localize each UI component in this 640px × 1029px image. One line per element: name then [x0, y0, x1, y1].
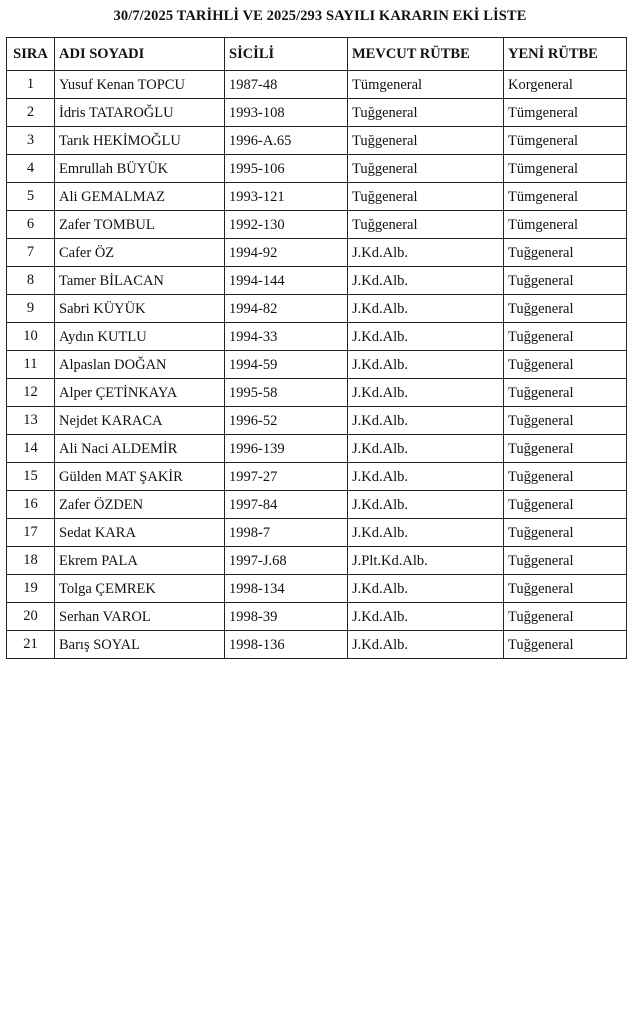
cell-sira: 15	[7, 463, 55, 491]
cell-mevcut-rutbe: J.Plt.Kd.Alb.	[348, 547, 504, 575]
cell-sicili: 1996-139	[225, 435, 348, 463]
cell-sicili: 1996-A.65	[225, 127, 348, 155]
table-row	[7, 407, 627, 435]
cell-adi-soyadi: Alper ÇETİNKAYA	[55, 379, 225, 407]
cell-sicili: 1998-39	[225, 603, 348, 631]
cell-adi-soyadi: Tolga ÇEMREK	[55, 575, 225, 603]
cell-sira: 7	[7, 239, 55, 267]
cell-sicili: 1993-108	[225, 99, 348, 127]
table-row	[7, 435, 627, 463]
cell-sira: 17	[7, 519, 55, 547]
cell-sira: 19	[7, 575, 55, 603]
cell-sira: 12	[7, 379, 55, 407]
table-row	[7, 603, 627, 631]
cell-adi-soyadi: Emrullah BÜYÜK	[55, 155, 225, 183]
document-title: 30/7/2025 TARİHLİ VE 2025/293 SAYILI KARARIN EKİ LİSTE	[113, 8, 527, 24]
header-sicili: SİCİLİ	[225, 38, 348, 71]
header-sira: SIRA	[7, 38, 55, 71]
cell-mevcut-rutbe: Tuğgeneral	[348, 127, 504, 155]
cell-yeni-rutbe: Tuğgeneral	[504, 491, 627, 519]
cell-yeni-rutbe: Korgeneral	[504, 71, 627, 99]
cell-sira: 1	[7, 71, 55, 99]
cell-sira: 3	[7, 127, 55, 155]
cell-yeni-rutbe: Tuğgeneral	[504, 407, 627, 435]
cell-yeni-rutbe: Tuğgeneral	[504, 463, 627, 491]
cell-sicili: 1994-82	[225, 295, 348, 323]
table-row	[7, 211, 627, 239]
cell-sicili: 1998-134	[225, 575, 348, 603]
cell-mevcut-rutbe: J.Kd.Alb.	[348, 379, 504, 407]
cell-sicili: 1994-33	[225, 323, 348, 351]
cell-yeni-rutbe: Tuğgeneral	[504, 295, 627, 323]
cell-mevcut-rutbe: J.Kd.Alb.	[348, 295, 504, 323]
table-row	[7, 71, 627, 99]
cell-mevcut-rutbe: Tuğgeneral	[348, 211, 504, 239]
table-body	[7, 71, 627, 659]
table-row	[7, 519, 627, 547]
cell-yeni-rutbe: Tuğgeneral	[504, 267, 627, 295]
cell-yeni-rutbe: Tümgeneral	[504, 127, 627, 155]
cell-yeni-rutbe: Tümgeneral	[504, 183, 627, 211]
cell-mevcut-rutbe: Tümgeneral	[348, 71, 504, 99]
header-mevcut-rutbe: MEVCUT RÜTBE	[348, 38, 504, 71]
cell-sicili: 1987-48	[225, 71, 348, 99]
cell-sicili: 1998-136	[225, 631, 348, 659]
cell-adi-soyadi: Ali Naci ALDEMİR	[55, 435, 225, 463]
cell-sicili: 1994-92	[225, 239, 348, 267]
cell-sicili: 1993-121	[225, 183, 348, 211]
cell-sicili: 1998-7	[225, 519, 348, 547]
table-row	[7, 239, 627, 267]
cell-mevcut-rutbe: Tuğgeneral	[348, 183, 504, 211]
cell-sicili: 1994-59	[225, 351, 348, 379]
table-row	[7, 183, 627, 211]
table-header-row	[7, 38, 627, 71]
table-row	[7, 575, 627, 603]
table-row	[7, 463, 627, 491]
cell-adi-soyadi: Alpaslan DOĞAN	[55, 351, 225, 379]
cell-adi-soyadi: Nejdet KARACA	[55, 407, 225, 435]
table-row	[7, 155, 627, 183]
cell-yeni-rutbe: Tuğgeneral	[504, 239, 627, 267]
cell-yeni-rutbe: Tuğgeneral	[504, 575, 627, 603]
cell-adi-soyadi: Tamer BİLACAN	[55, 267, 225, 295]
cell-sicili: 1997-84	[225, 491, 348, 519]
cell-mevcut-rutbe: J.Kd.Alb.	[348, 267, 504, 295]
cell-sira: 8	[7, 267, 55, 295]
cell-sira: 21	[7, 631, 55, 659]
cell-mevcut-rutbe: J.Kd.Alb.	[348, 351, 504, 379]
cell-mevcut-rutbe: J.Kd.Alb.	[348, 491, 504, 519]
table-row	[7, 547, 627, 575]
table-row	[7, 127, 627, 155]
cell-mevcut-rutbe: J.Kd.Alb.	[348, 603, 504, 631]
cell-yeni-rutbe: Tuğgeneral	[504, 379, 627, 407]
header-adi-soyadi: ADI SOYADI	[55, 38, 225, 71]
cell-sicili: 1997-J.68	[225, 547, 348, 575]
cell-sira: 10	[7, 323, 55, 351]
cell-sira: 11	[7, 351, 55, 379]
table-row	[7, 99, 627, 127]
cell-mevcut-rutbe: J.Kd.Alb.	[348, 323, 504, 351]
cell-yeni-rutbe: Tuğgeneral	[504, 519, 627, 547]
cell-adi-soyadi: Zafer TOMBUL	[55, 211, 225, 239]
cell-sira: 9	[7, 295, 55, 323]
cell-yeni-rutbe: Tümgeneral	[504, 155, 627, 183]
table-row	[7, 631, 627, 659]
cell-sicili: 1997-27	[225, 463, 348, 491]
cell-adi-soyadi: Aydın KUTLU	[55, 323, 225, 351]
cell-adi-soyadi: Cafer ÖZ	[55, 239, 225, 267]
cell-yeni-rutbe: Tuğgeneral	[504, 435, 627, 463]
cell-mevcut-rutbe: J.Kd.Alb.	[348, 407, 504, 435]
cell-sicili: 1995-106	[225, 155, 348, 183]
promotion-list-table	[6, 37, 627, 659]
cell-mevcut-rutbe: J.Kd.Alb.	[348, 239, 504, 267]
cell-sira: 4	[7, 155, 55, 183]
cell-sira: 6	[7, 211, 55, 239]
cell-sira: 14	[7, 435, 55, 463]
cell-sira: 5	[7, 183, 55, 211]
cell-adi-soyadi: Tarık HEKİMOĞLU	[55, 127, 225, 155]
cell-sira: 18	[7, 547, 55, 575]
cell-sicili: 1996-52	[225, 407, 348, 435]
cell-yeni-rutbe: Tuğgeneral	[504, 603, 627, 631]
cell-yeni-rutbe: Tuğgeneral	[504, 351, 627, 379]
cell-sira: 16	[7, 491, 55, 519]
cell-yeni-rutbe: Tuğgeneral	[504, 323, 627, 351]
table-row	[7, 379, 627, 407]
cell-mevcut-rutbe: Tuğgeneral	[348, 155, 504, 183]
cell-adi-soyadi: Yusuf Kenan TOPCU	[55, 71, 225, 99]
cell-adi-soyadi: Ekrem PALA	[55, 547, 225, 575]
cell-adi-soyadi: Sabri KÜYÜK	[55, 295, 225, 323]
table-row	[7, 323, 627, 351]
cell-sicili: 1994-144	[225, 267, 348, 295]
cell-sira: 20	[7, 603, 55, 631]
cell-sira: 2	[7, 99, 55, 127]
cell-adi-soyadi: Gülden MAT ŞAKİR	[55, 463, 225, 491]
cell-mevcut-rutbe: J.Kd.Alb.	[348, 519, 504, 547]
cell-mevcut-rutbe: J.Kd.Alb.	[348, 631, 504, 659]
cell-yeni-rutbe: Tuğgeneral	[504, 547, 627, 575]
cell-mevcut-rutbe: J.Kd.Alb.	[348, 463, 504, 491]
cell-sicili: 1995-58	[225, 379, 348, 407]
cell-adi-soyadi: Barış SOYAL	[55, 631, 225, 659]
cell-mevcut-rutbe: Tuğgeneral	[348, 99, 504, 127]
cell-adi-soyadi: Serhan VAROL	[55, 603, 225, 631]
table-row	[7, 295, 627, 323]
cell-sicili: 1992-130	[225, 211, 348, 239]
cell-yeni-rutbe: Tuğgeneral	[504, 631, 627, 659]
cell-sira: 13	[7, 407, 55, 435]
cell-adi-soyadi: Ali GEMALMAZ	[55, 183, 225, 211]
cell-adi-soyadi: Zafer ÖZDEN	[55, 491, 225, 519]
table-row	[7, 267, 627, 295]
cell-yeni-rutbe: Tümgeneral	[504, 99, 627, 127]
table-row	[7, 491, 627, 519]
cell-adi-soyadi: Sedat KARA	[55, 519, 225, 547]
cell-yeni-rutbe: Tümgeneral	[504, 211, 627, 239]
header-yeni-rutbe: YENİ RÜTBE	[504, 38, 627, 71]
cell-adi-soyadi: İdris TATAROĞLU	[55, 99, 225, 127]
cell-mevcut-rutbe: J.Kd.Alb.	[348, 435, 504, 463]
cell-mevcut-rutbe: J.Kd.Alb.	[348, 575, 504, 603]
table-row	[7, 351, 627, 379]
